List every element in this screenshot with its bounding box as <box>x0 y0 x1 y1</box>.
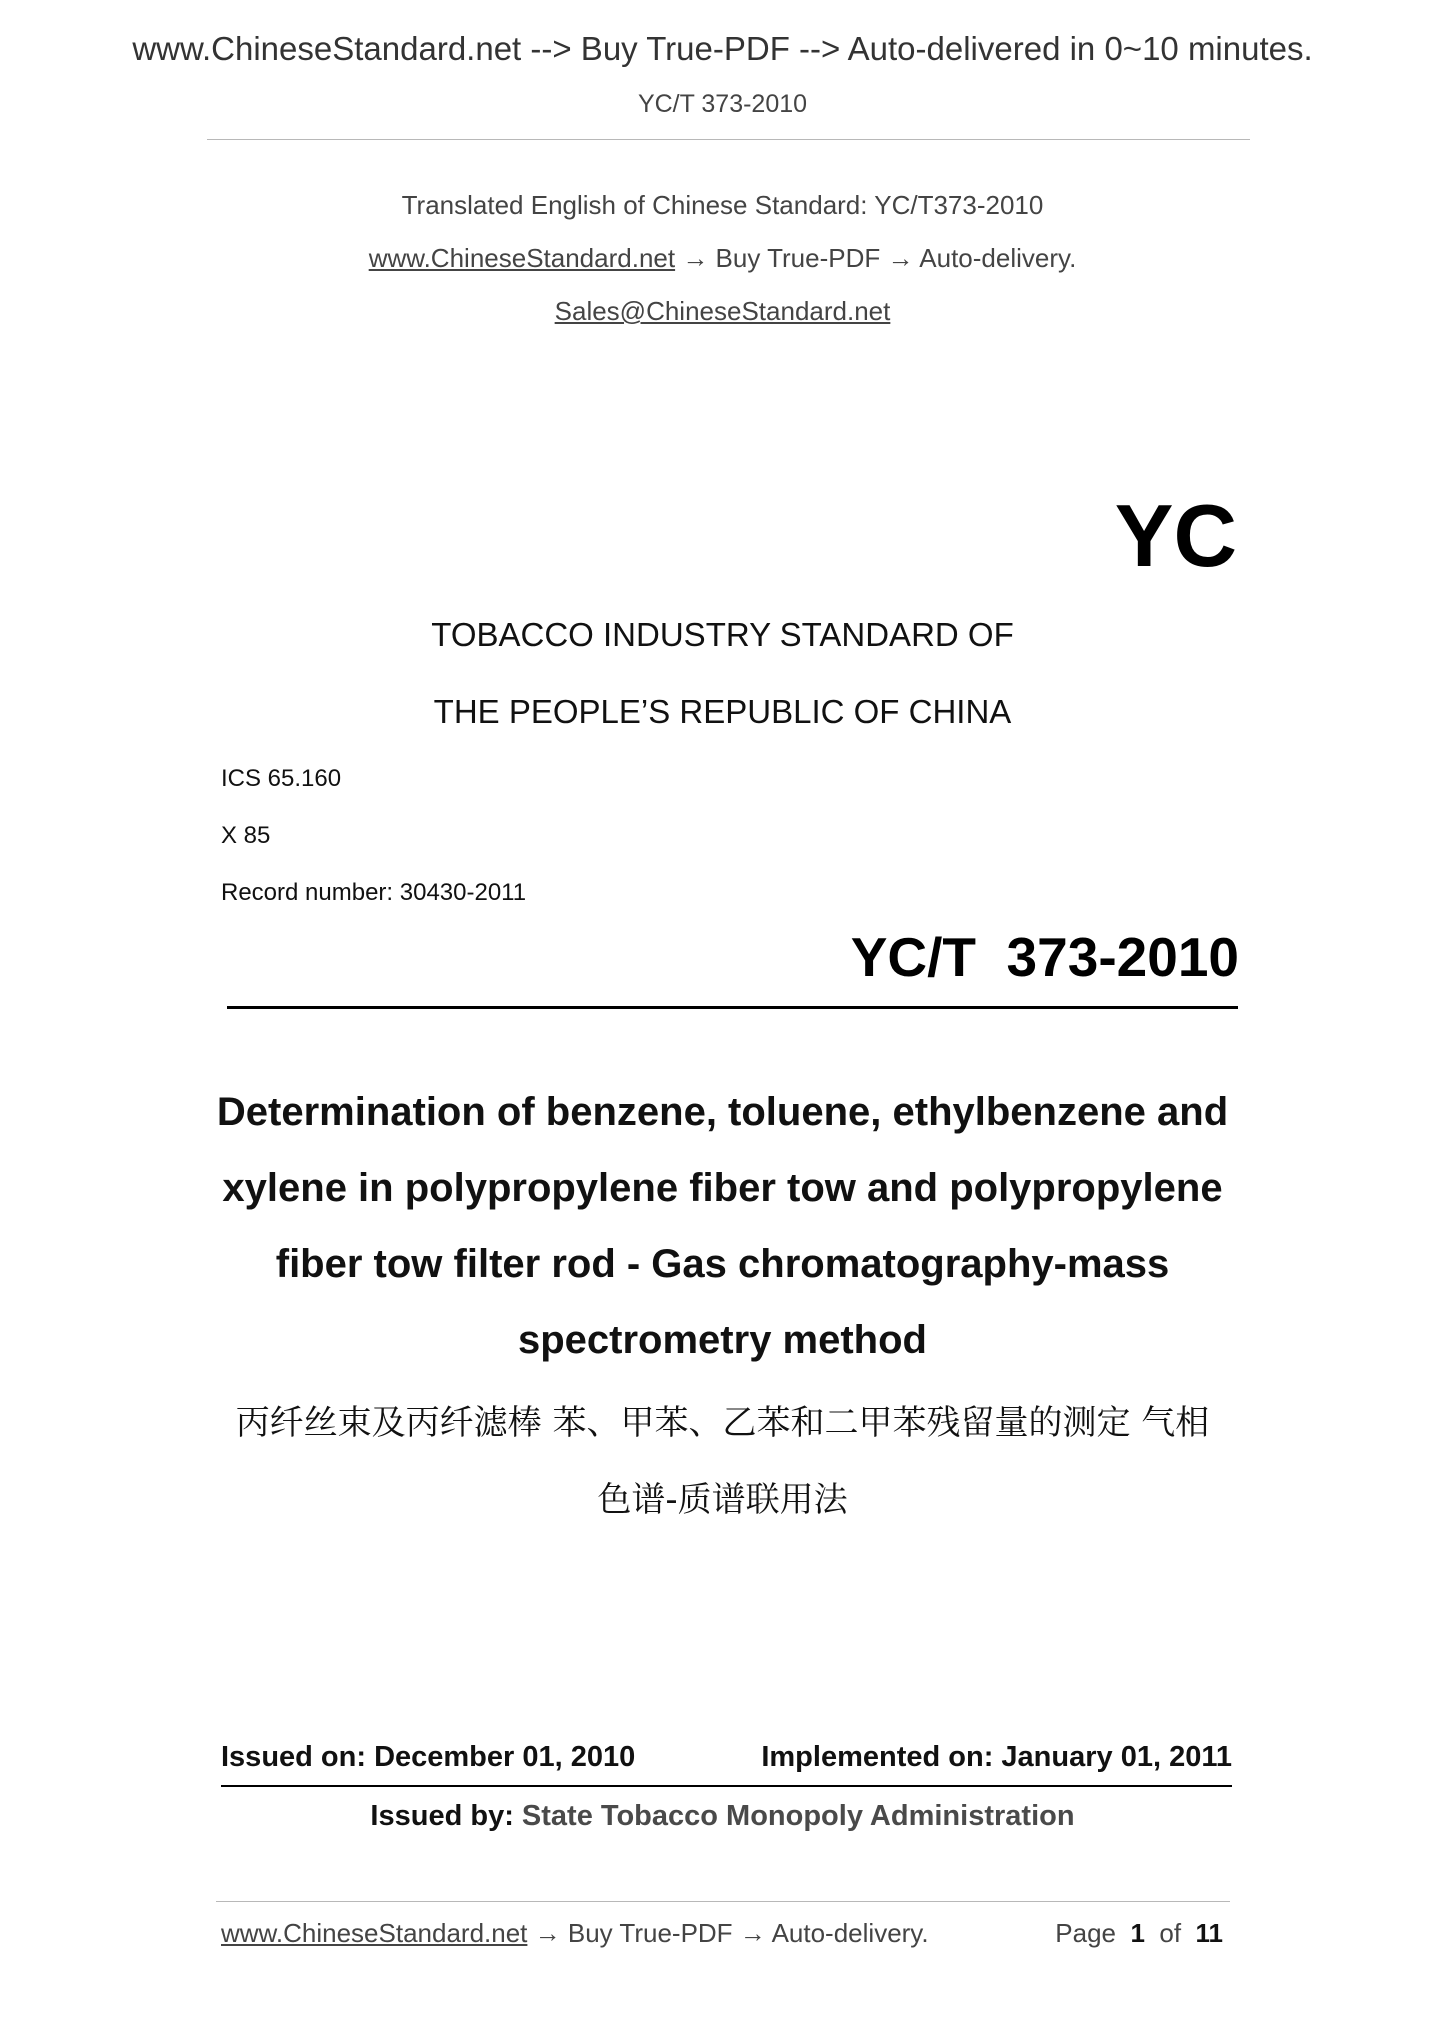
issued-by <box>0 1800 1445 1833</box>
record-number: Record number: 30430-2011 <box>221 879 527 906</box>
page-indicator <box>1055 1918 1223 1949</box>
sales-notice <box>0 296 1445 327</box>
footer-buy-text: → Buy True-PDF → Auto-delivery. <box>527 1918 929 1948</box>
standard-mark: YC <box>1114 486 1237 585</box>
title-en-line-4: spectrometry method <box>518 1318 927 1362</box>
standard-code-divider <box>227 1006 1238 1009</box>
buy-notice <box>0 243 1445 274</box>
ics-code: ICS 65.160 <box>221 765 342 792</box>
buy-text: → Buy True-PDF → Auto-delivery. <box>675 243 1077 273</box>
ccs-code: X 85 <box>221 822 271 849</box>
industry-title-line-2: THE PEOPLE’S REPUBLIC OF CHINA <box>433 693 1012 730</box>
header-divider <box>207 139 1250 140</box>
dates-divider <box>221 1785 1232 1787</box>
page-label: Page <box>1055 1918 1131 1948</box>
top-banner: www.ChineseStandard.net --> Buy True-PDF --> Auto-delivered in 0~10 minutes. <box>132 30 1313 67</box>
page-of-label: of <box>1144 1918 1196 1948</box>
issued-by-label: Issued by: <box>370 1800 522 1832</box>
footer-divider <box>216 1901 1230 1902</box>
standard-code: YC/T 373-2010 <box>850 926 1239 988</box>
industry-title-line-1: TOBACCO INDUSTRY STANDARD OF <box>431 616 1014 653</box>
page-number: 1 <box>1130 1918 1145 1948</box>
header-standard-code: YC/T 373-2010 <box>637 90 808 118</box>
title-en-line-2: xylene in polypropylene fiber tow and polypropylene <box>222 1166 1223 1210</box>
issuer-name: State Tobacco Monopoly Administration <box>521 1800 1075 1832</box>
translated-notice: Translated English of Chinese Standard: YC/T373-2010 <box>401 190 1044 220</box>
implemented-on-date: Implemented on: January 01, 2011 <box>761 1741 1232 1773</box>
title-en-line-3: fiber tow filter rod - Gas chromatography-mass <box>275 1242 1170 1286</box>
footer-buy-notice <box>221 1918 929 1949</box>
issued-on-date: Issued on: December 01, 2010 <box>221 1741 636 1773</box>
title-en-line-1: Determination of benzene, toluene, ethylbenzene and <box>216 1090 1229 1134</box>
footer-site-link[interactable]: www.ChineseStandard.net <box>221 1918 528 1948</box>
sales-email-link[interactable]: Sales@ChineseStandard.net <box>554 296 891 326</box>
title-zh-line-2: 色谱-质谱联用法 <box>597 1480 848 1520</box>
site-link[interactable]: www.ChineseStandard.net <box>368 243 676 273</box>
title-zh-line-1: 丙纤丝束及丙纤滤棒 苯、甲苯、乙苯和二甲苯残留量的测定 气相 <box>235 1403 1210 1443</box>
page-total: 11 <box>1195 1918 1223 1948</box>
